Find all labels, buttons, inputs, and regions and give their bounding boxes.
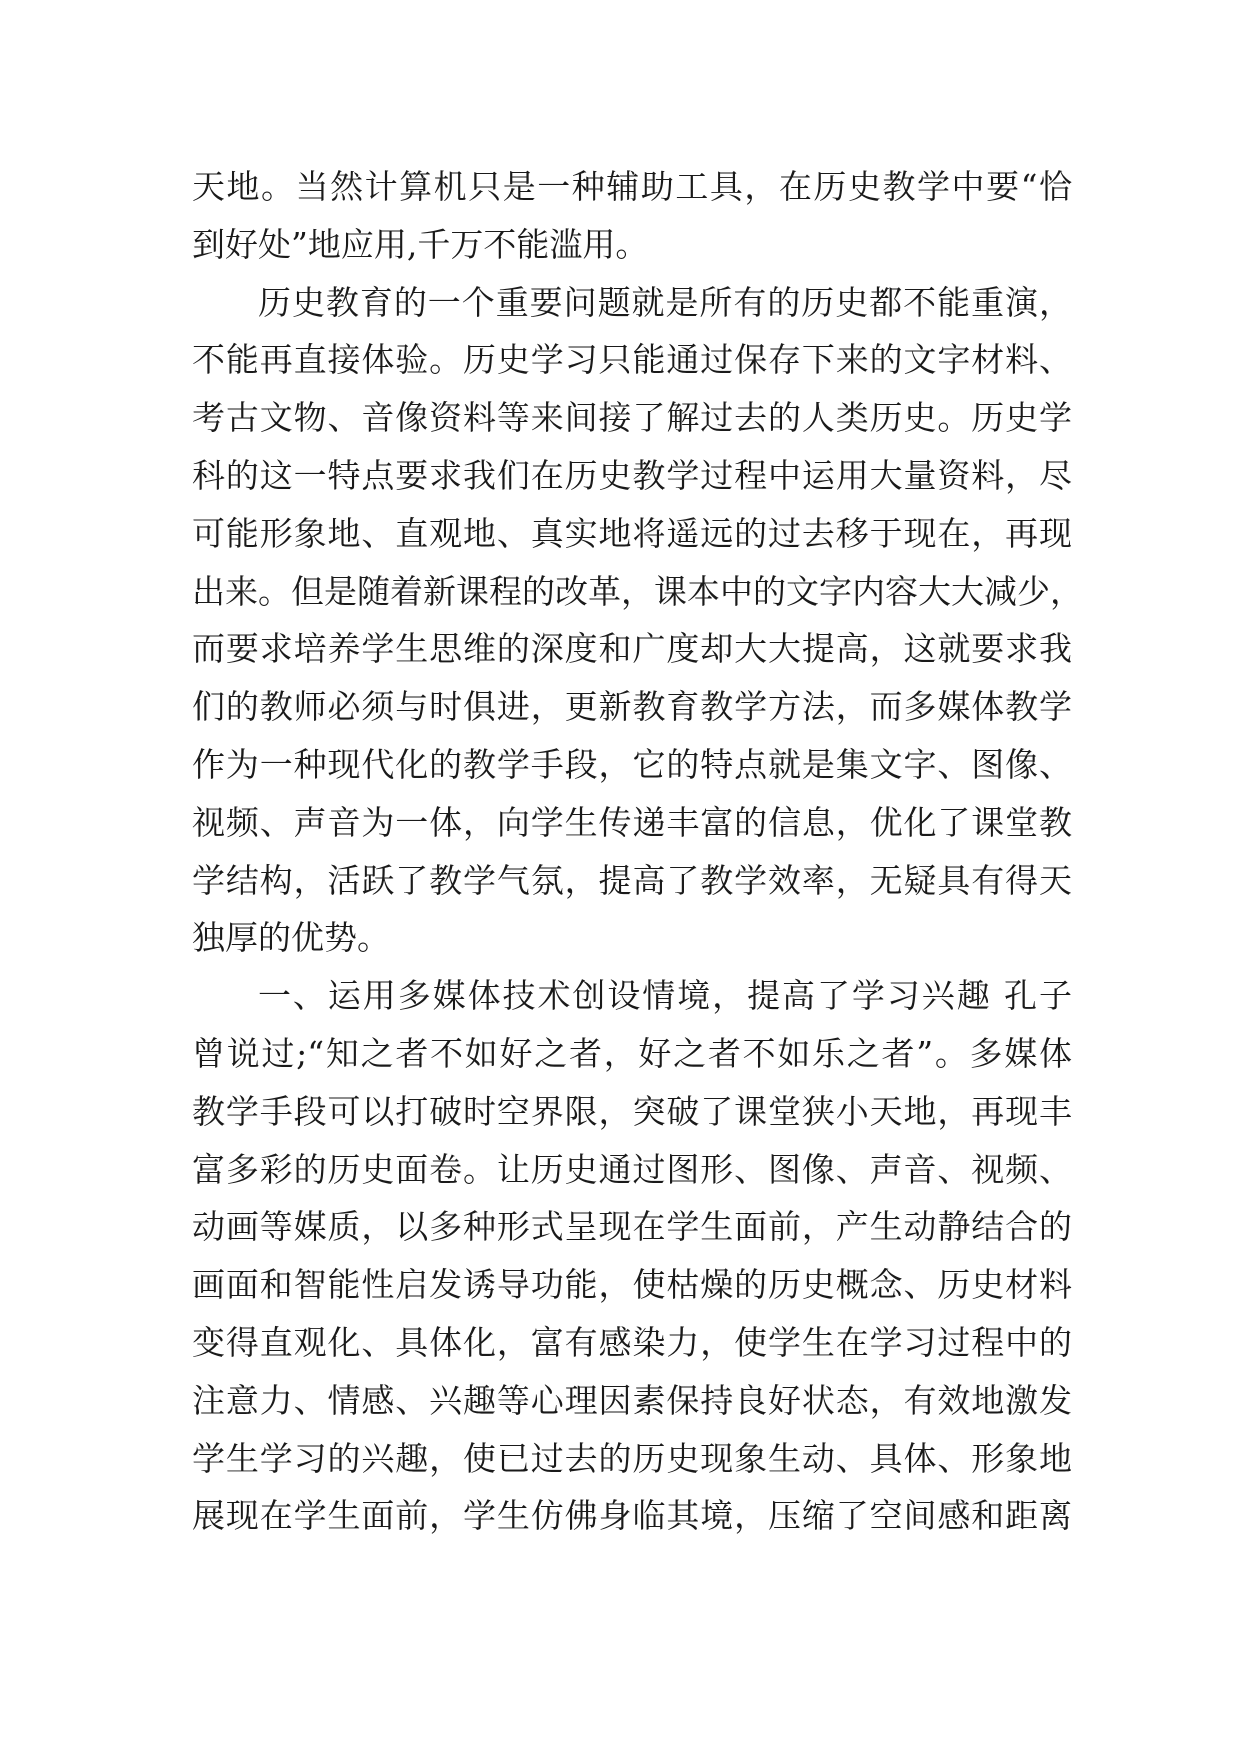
text-line: 曾说过;“知之者不如好之者，好之者不如乐之者”。多媒体: [192, 1033, 1072, 1073]
text-line: 独厚的优势。: [192, 918, 390, 958]
text-line: 画面和智能性启发诱导功能，使枯燥的历史概念、历史材料: [192, 1265, 1072, 1305]
text-line: 展现在学生面前，学生仿佛身临其境，压缩了空间感和距离: [192, 1496, 1072, 1536]
text-line: 变得直观化、具体化，富有感染力，使学生在学习过程中的: [192, 1322, 1072, 1362]
section-heading-line: 一、运用多媒体技术创设情境，提高了学习兴趣 孔子: [258, 976, 1072, 1016]
text-line: 天地。当然计算机只是一种辅助工具，在历史教学中要“恰: [192, 167, 1072, 206]
text-line: 作为一种现代化的教学手段，它的特点就是集文字、图像、: [192, 744, 1072, 784]
text-line: 科的这一特点要求我们在历史教学过程中运用大量资料，尽: [192, 455, 1072, 495]
text-line: 而要求培养学生思维的深度和广度却大大提高，这就要求我: [192, 629, 1072, 669]
paragraph-first-line: 历史教育的一个重要问题就是所有的历史都不能重演，: [258, 282, 1072, 322]
text-line: 到好处”地应用,千万不能滥用。: [192, 224, 649, 264]
text-line: 富多彩的历史面卷。让历史通过图形、图像、声音、视频、: [192, 1149, 1072, 1189]
text-line: 们的教师必须与时俱进，更新教育教学方法，而多媒体教学: [192, 687, 1072, 727]
text-line: 可能形象地、直观地、真实地将遥远的过去移于现在，再现: [192, 513, 1072, 553]
text-line: 学生学习的兴趣，使已过去的历史现象生动、具体、形象地: [192, 1438, 1072, 1478]
text-line: 考古文物、音像资料等来间接了解过去的人类历史。历史学: [192, 398, 1072, 438]
text-line: 视频、声音为一体，向学生传递丰富的信息，优化了课堂教: [192, 802, 1072, 842]
text-line: 教学手段可以打破时空界限，突破了课堂狭小天地，再现丰: [192, 1091, 1072, 1131]
text-line: 动画等媒质，以多种形式呈现在学生面前，产生动静结合的: [192, 1207, 1072, 1247]
text-line: 不能再直接体验。历史学习只能通过保存下来的文字材料、: [192, 340, 1072, 380]
text-line: 学结构，活跃了教学气氛，提高了教学效率，无疑具有得天: [192, 860, 1072, 900]
text-line: 出来。但是随着新课程的改革，课本中的文字内容大大减少，: [192, 571, 1083, 611]
body-text: [192, 158, 1083, 1545]
text-line: 注意力、情感、兴趣等心理因素保持良好状态，有效地激发: [192, 1380, 1072, 1420]
